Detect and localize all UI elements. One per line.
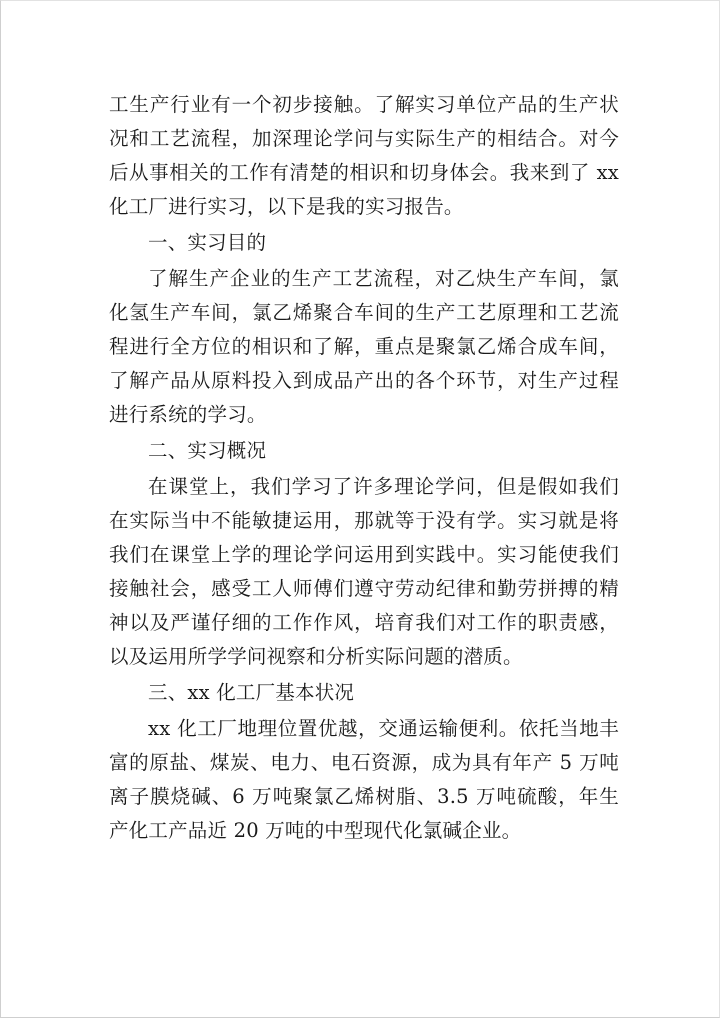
purpose-paragraph: 了解生产企业的生产工艺流程，对乙炔生产车间，氯化氢生产车间，氯乙烯聚合车间的生产工艺原理和工艺流程进行全方位的相识和了解，重点是聚氯乙烯合成车间，了解产品从原料投入到成品产出的各个环节，对生产过程进行系统的学习。	[109, 267, 619, 426]
overview-paragraph: 在课堂上，我们学习了许多理论学问，但是假如我们在实际当中不能敏捷运用，那就等于没有学。实习就是将我们在课堂上学的理论学问运用到实践中。实习能使我们接触社会，感受工人师傅们遵守劳动纪律和勤劳拼搏的精神以及严谨仔细的工作作风，培育我们对工作的职责感，以及运用所学学问视察和分析实际问题的潜质。	[109, 475, 619, 668]
factory-paragraph: xx 化工厂地理位置优越，交通运输便利。依托当地丰富的原盐、煤炭、电力、电石资源，成为具有年产 5 万吨离子膜烧碱、6 万吨聚氯乙烯树脂、3.5 万吨硫酸，年生产化工产品近 20 万吨的中型现代化氯碱企业。	[109, 717, 619, 842]
section-heading-factory: 三、xx 化工厂基本状况	[148, 681, 355, 704]
document-body	[109, 88, 619, 850]
intro-paragraph: 工生产行业有一个初步接触。了解实习单位产品的生产状况和工艺流程，加深理论学问与实际生产的相结合。对今后从事相关的工作有清楚的相识和切身体会。我来到了 xx 化工厂进行实习，以下是我的实习报告。	[109, 93, 619, 218]
section-heading-purpose: 一、实习目的	[148, 231, 267, 254]
section-heading-overview: 二、实习概况	[148, 439, 267, 462]
